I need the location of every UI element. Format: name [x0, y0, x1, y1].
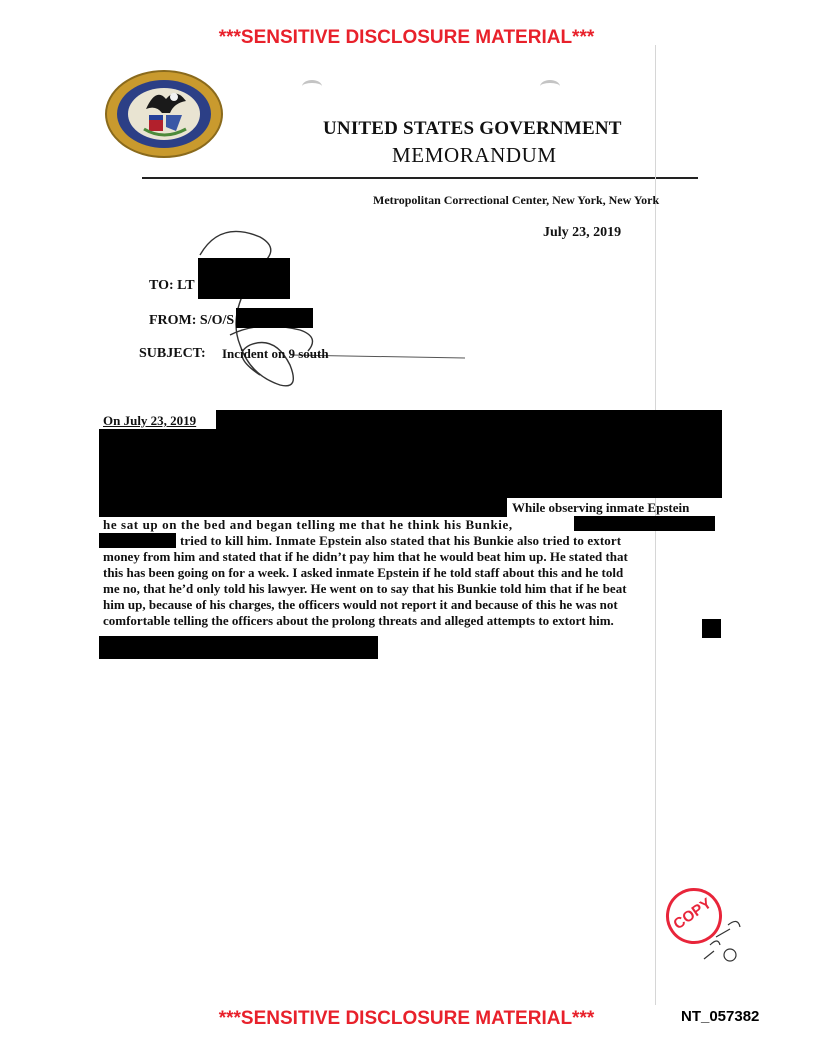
binder-hole-mark: [540, 80, 560, 93]
from-field-label: FROM: S/O/S: [149, 313, 235, 328]
facility-location: Metropolitan Correctional Center, New York, New York: [373, 193, 660, 207]
doj-bop-seal-icon: [104, 69, 224, 159]
body-line: this has been going on for a week. I asked inmate Epstein if he told staff about this and he told: [103, 565, 624, 580]
memo-type-title: MEMORANDUM: [392, 143, 557, 167]
body-line: While observing inmate Epstein: [512, 500, 690, 515]
bottom-sensitivity-banner: ***SENSITIVE DISCLOSURE MATERIAL***: [218, 1008, 595, 1029]
top-sensitivity-banner: ***SENSITIVE DISCLOSURE MATERIAL***: [218, 27, 595, 48]
redaction-box: [702, 619, 721, 638]
subject-field-value: Incident on 9 south: [222, 346, 329, 361]
bates-number: NT_057382: [681, 1008, 760, 1025]
redaction-box: [99, 533, 176, 548]
redaction-box: [198, 258, 290, 299]
body-line: money from him and stated that if he didn’t pay him that he would beat him up. He stated that: [103, 549, 628, 564]
body-line: tried to kill him. Inmate Epstein also stated that his Bunkie also tried to extort: [180, 533, 622, 548]
body-line: him up, because of his charges, the officers would not report it and because of this he was not: [103, 597, 618, 612]
to-field-label: TO: LT: [149, 278, 195, 293]
body-line: he sat up on the bed and began telling me that he think his Bunkie,: [103, 517, 513, 532]
body-line: comfortable telling the officers about the prolong threats and alleged attempts to extort him.: [103, 613, 614, 628]
handwritten-initials-signature: [190, 225, 480, 395]
copy-stamp-text: COPY: [670, 894, 715, 934]
redaction-box: [99, 429, 722, 498]
body-line: On July 23, 2019: [103, 413, 197, 428]
memo-agency-title: UNITED STATES GOVERNMENT: [323, 118, 622, 139]
handwritten-date-annotation: [700, 915, 750, 970]
subject-field-label: SUBJECT:: [139, 346, 206, 361]
redaction-box: [99, 497, 507, 517]
redaction-box: [574, 516, 715, 531]
header-divider: [142, 177, 698, 179]
redaction-box: [236, 308, 313, 328]
binder-hole-mark: [302, 80, 322, 93]
memo-date: July 23, 2019: [543, 225, 622, 240]
redaction-box: [99, 636, 378, 659]
body-line: me no, that he’d only told his lawyer. He went on to say that his Bunkie told him that if he beat: [103, 581, 627, 596]
